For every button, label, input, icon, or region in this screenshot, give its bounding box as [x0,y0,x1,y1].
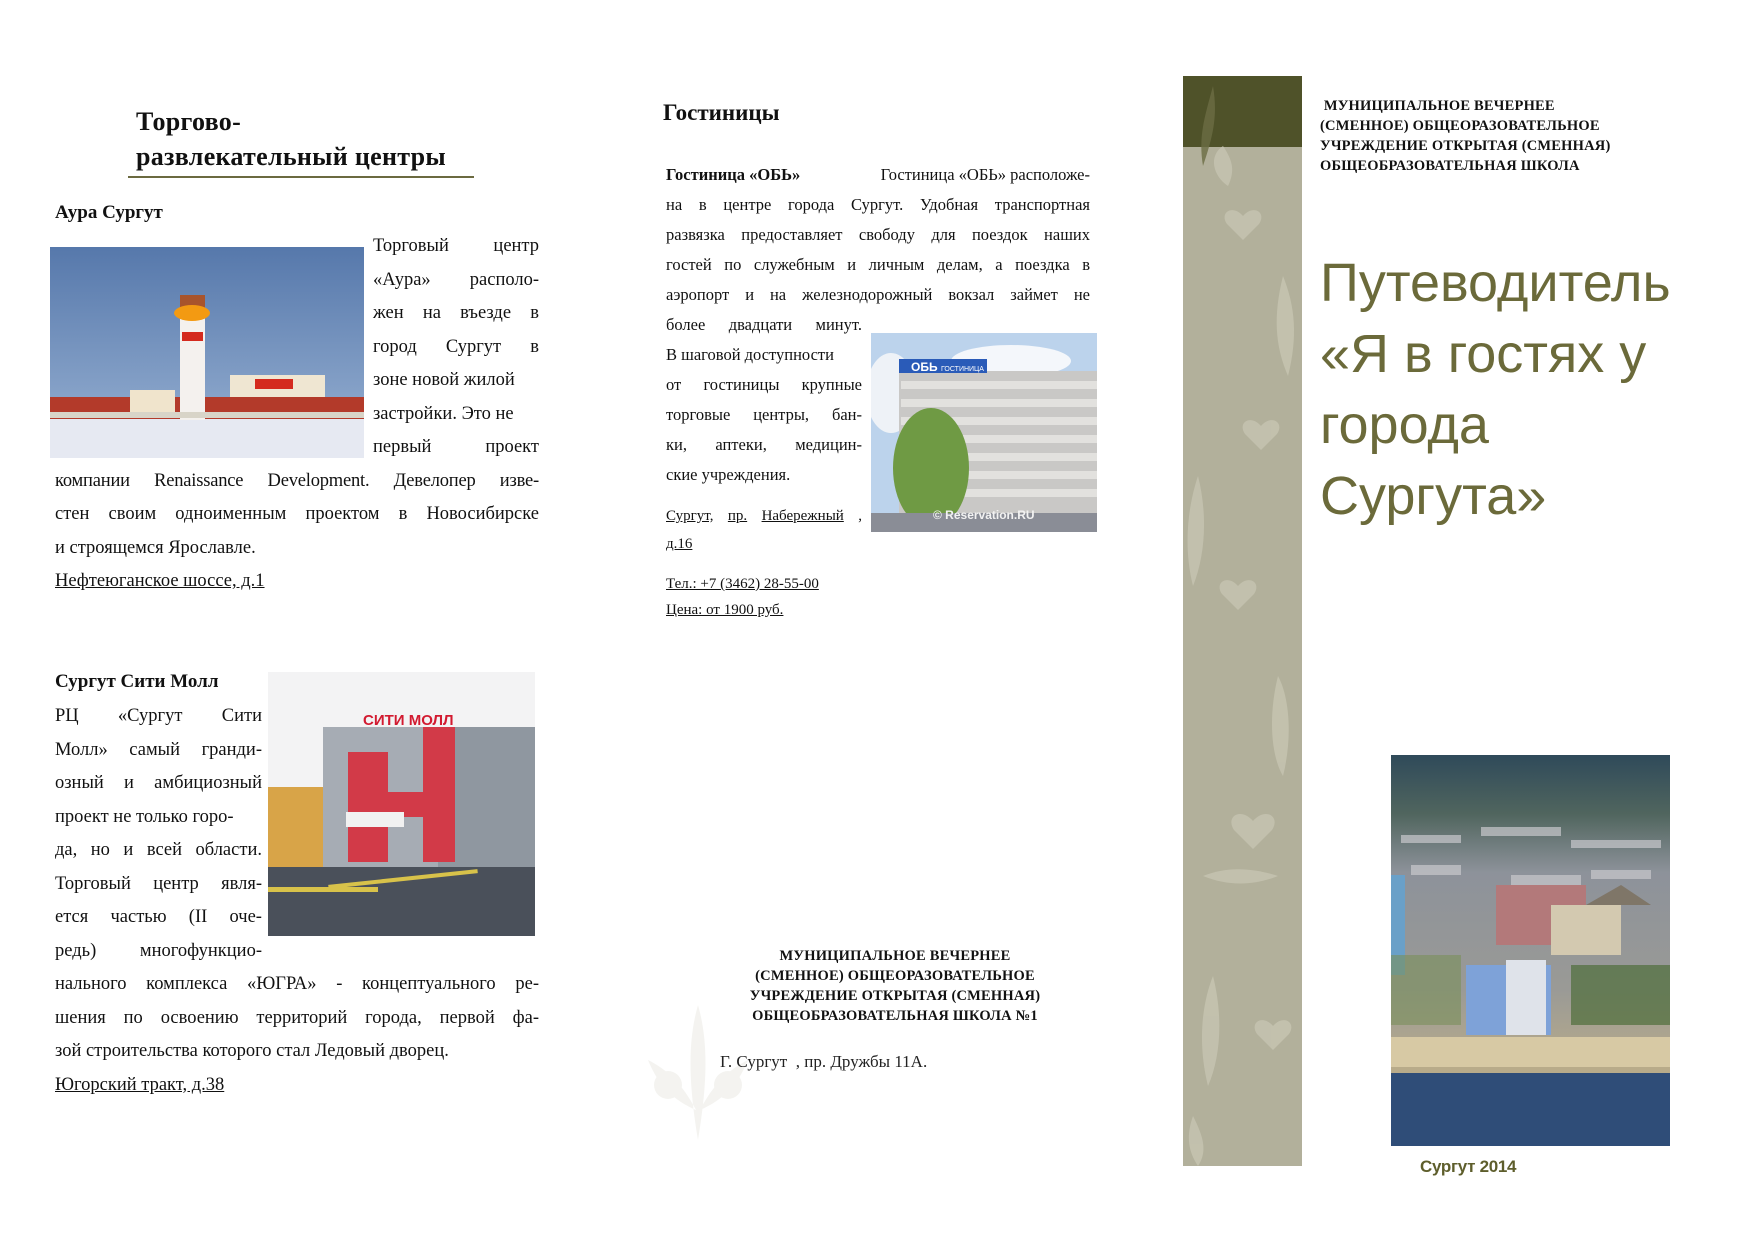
text-word: центр [153,873,199,894]
section-heading-line2: развлекательный центры [136,142,447,171]
decorative-band [1183,76,1302,1166]
heading-underline [128,176,474,178]
title-line: Путеводитель [1320,253,1671,313]
text-word: центр [493,236,539,256]
hotel-phone: Тел.: +7 (3462) 28-55-00 [666,576,819,592]
text-word: явля- [221,873,262,894]
school-line: (СМЕННОЕ) ОБЩЕОРАЗОВАТЕЛЬНОЕ [755,968,1035,984]
text-line: и строящемся Ярославле. [55,537,256,558]
hotel-address-line1 [666,508,862,525]
text-word: озный [55,773,104,793]
aura-title: Аура Сургут [55,202,163,223]
text-line: Гостиница «ОБЬ» расположе- [880,165,1090,184]
text-word: более [666,315,706,334]
text-word: проект [485,437,539,457]
svg-text:© Reservation.RU: © Reservation.RU [933,508,1035,522]
text-word: РЦ [55,706,79,726]
hotel-first-line [666,160,1090,190]
text-word: центры, [753,405,810,424]
hotel-price: Цена: от 1900 руб. [666,602,784,618]
text-word: оче- [229,907,262,927]
text-line: на в центре города Сургут. Удобная транспортная [666,195,1090,214]
text-word: Сургут, [666,508,714,524]
floral-pattern-icon [1183,76,1302,1166]
aura-photo [50,247,364,458]
text-line: зоне новой жилой [373,370,515,390]
school-line: МУНИЦИПАЛЬНОЕ ВЕЧЕРНЕЕ [779,948,1011,964]
text-word: Набережный [761,508,844,524]
text-word: всей [146,840,182,860]
svg-text:СИТИ МОЛЛ: СИТИ МОЛЛ [363,712,454,729]
text-word: город [373,336,417,357]
hotels-heading: Гостиницы [663,100,780,125]
text-word: и [124,773,134,793]
text-line: В шаговой доступности [666,345,834,364]
text-word: области. [195,840,262,860]
svg-text:ГОСТИНИЦА: ГОСТИНИЦА [941,366,984,373]
text-word: крупные [801,375,862,394]
section-heading-line1: Торгово- [136,107,242,136]
aura-address: Нефтеюганское шоссе, д.1 [55,571,265,591]
text-line: развязка предоставляет свободу для поездок наших [666,225,1090,244]
text-word: двадцати [728,315,793,334]
text-word: аптеки, [715,435,767,454]
text-word: торговые [666,405,731,424]
text-word: от [666,375,682,394]
citymall-photo [268,672,535,936]
text-word: в [530,336,539,357]
text-word: ки, [666,435,687,454]
text-word: ется [55,907,89,927]
hotel-photo [871,333,1097,532]
year-caption: Сургут 2014 [1420,1157,1517,1176]
text-line: зой строительства которого стал Ледовый дворец. [55,1041,449,1061]
school-line: УЧРЕЖДЕНИЕ ОТКРЫТАЯ (СМЕННАЯ) [1320,138,1611,154]
text-word: первый [373,437,432,457]
text-word: частью [110,907,167,927]
text-word: (II [188,907,208,927]
text-word: но [90,840,110,860]
text-word: в [530,303,539,323]
school-line: УЧРЕЖДЕНИЕ ОТКРЫТАЯ (СМЕННАЯ) [749,988,1041,1004]
hotel-name: Гостиница «ОБЬ» [666,165,801,184]
text-word: Сургут [445,336,502,357]
text-word: Сити [221,706,262,726]
text-word: «Аура» [373,269,431,290]
text-line: нального комплекса «ЮГРА» - концептуального ре- [55,974,539,994]
title-line: Сургута» [1320,466,1547,526]
text-line: ские учреждения. [666,465,791,484]
text-word: бан- [831,405,862,424]
school-line: ОБЩЕОБРАЗОВАТЕЛЬНАЯ ШКОЛА №1 [752,1008,1038,1024]
text-line: шения по освоению территорий города, первой фа- [55,1007,539,1028]
hotel-address-line2: д.16 [666,536,693,552]
text-word: пр. [727,508,748,524]
text-word: да, [55,840,78,860]
text-word: Молл» [55,739,108,760]
svg-text:ОБЬ: ОБЬ [911,360,938,374]
text-line: стен своим одноименным проектом в Новосибирске [55,504,539,524]
text-word: на [422,303,441,323]
text-word: въезде [460,303,512,323]
text-word: и [123,840,134,860]
text-word: Торговый [373,236,449,256]
text-line: гостей по служебным и личным делам, а поездка в [666,255,1090,274]
citymall-address: Югорский тракт, д.38 [55,1074,225,1095]
title-line: города [1320,395,1489,455]
text-word: гостиницы [703,375,780,394]
text-word: «Сургут [117,706,183,726]
text-word: жен [373,303,404,323]
city-aerial-photo [1391,755,1670,1146]
text-line: проект не только горо- [55,806,234,827]
text-word: амбициозный [154,773,262,793]
school-line: ОБЩЕОБРАЗОВАТЕЛЬНАЯ ШКОЛА [1320,158,1580,174]
text-line: аэропорт и на железнодорожный вокзал займет не [666,285,1090,304]
text-word: располо- [469,269,539,290]
text-line: застройки. Это не [373,403,514,424]
text-word: , [858,508,862,524]
text-word: редь) [55,940,97,961]
text-word: гранди- [201,739,262,760]
footer-address: Г. Сургут , пр. Дружбы 11А. [720,1052,928,1071]
text-word: Торговый [55,873,131,894]
text-line: компании Renaissance Development. Девелопер изве- [55,470,539,491]
text-word: минут. [815,315,862,334]
text-word: медицин- [795,435,862,454]
title-line: «Я в гостях у [1320,324,1647,384]
school-line: (СМЕННОЕ) ОБЩЕОРАЗОВАТЕЛЬНОЕ [1320,118,1600,134]
school-line: МУНИЦИПАЛЬНОЕ ВЕЧЕРНЕЕ [1320,98,1555,114]
text-word: самый [129,739,180,760]
citymall-title: Сургут Сити Молл [55,671,219,692]
text-word: многофункцио- [139,940,262,961]
